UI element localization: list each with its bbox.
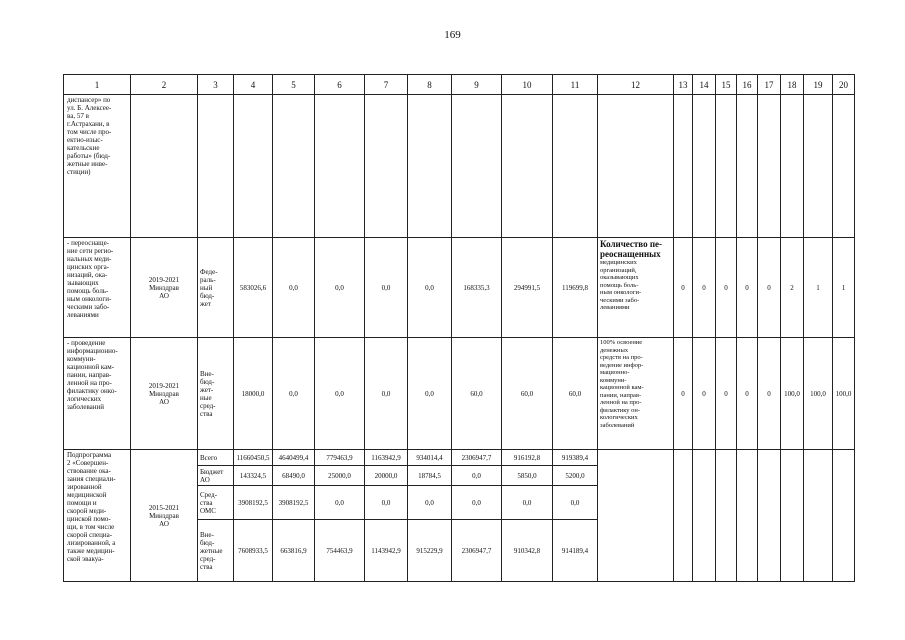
amount-year-cell: 663816,9 xyxy=(273,520,315,582)
amount-total-cell: 143324,5 xyxy=(234,466,273,486)
indicator-lead: Количество пе- реоснащенных xyxy=(600,239,663,259)
empty-cell xyxy=(674,95,693,238)
amount-year-cell: 0,0 xyxy=(365,338,408,450)
indicator-cell: 100% освоение денежных средств на про- ведение инфор- мационно- коммуни- кационной кам- пании, направ- ленной на про- филактику он- кологических заболеваний xyxy=(598,338,674,450)
target-cell: 0 xyxy=(737,238,758,338)
amount-year-cell: 0,0 xyxy=(408,238,452,338)
col-header-20: 20 xyxy=(833,75,855,95)
amount-year-cell: 2306947,7 xyxy=(452,450,502,466)
amount-year-cell: 0,0 xyxy=(315,238,365,338)
amount-year-cell: 934014,4 xyxy=(408,450,452,466)
target-cell xyxy=(693,450,716,582)
item-name-cell: - переоснаще- ние сети регио- нальных меди- цинских орга- низаций, ока- зывающих помощь боль- ным онкологи- ческими забо- леваниями xyxy=(64,238,131,338)
target-cell xyxy=(781,450,804,582)
target-cell xyxy=(674,450,693,582)
empty-cell xyxy=(716,95,737,238)
amount-year-cell: 0,0 xyxy=(273,338,315,450)
amount-year-cell: 0,0 xyxy=(452,486,502,520)
col-header-7: 7 xyxy=(365,75,408,95)
indicator-cell xyxy=(598,238,674,338)
target-cell: 2 xyxy=(781,238,804,338)
col-header-3: 3 xyxy=(198,75,234,95)
target-cell xyxy=(833,450,855,582)
amount-year-cell: 168335,3 xyxy=(452,238,502,338)
funding-source-cell: Феде- раль- ный бюд- жет xyxy=(198,238,234,338)
amount-year-cell: 919389,4 xyxy=(553,450,598,466)
amount-year-cell: 779463,9 xyxy=(315,450,365,466)
empty-cell xyxy=(502,95,553,238)
col-header-14: 14 xyxy=(693,75,716,95)
empty-cell xyxy=(234,95,273,238)
amount-year-cell: 2306947,7 xyxy=(452,520,502,582)
target-cell: 1 xyxy=(804,238,833,338)
amount-year-cell: 68490,0 xyxy=(273,466,315,486)
amount-year-cell: 60,0 xyxy=(452,338,502,450)
empty-cell xyxy=(315,95,365,238)
col-header-18: 18 xyxy=(781,75,804,95)
empty-cell xyxy=(131,95,198,238)
amount-year-cell: 0,0 xyxy=(553,486,598,520)
col-header-9: 9 xyxy=(452,75,502,95)
amount-year-cell: 25000,0 xyxy=(315,466,365,486)
target-cell: 0 xyxy=(693,238,716,338)
target-cell xyxy=(758,450,781,582)
amount-year-cell: 1143942,9 xyxy=(365,520,408,582)
target-cell: 0 xyxy=(758,338,781,450)
col-header-2: 2 xyxy=(131,75,198,95)
empty-cell xyxy=(693,95,716,238)
column-number-row xyxy=(64,75,855,95)
empty-cell xyxy=(758,95,781,238)
amount-year-cell: 0,0 xyxy=(452,466,502,486)
amount-year-cell: 0,0 xyxy=(365,486,408,520)
amount-year-cell: 4640499,4 xyxy=(273,450,315,466)
amount-total-cell: 18000,0 xyxy=(234,338,273,450)
amount-year-cell: 0,0 xyxy=(315,486,365,520)
amount-total-cell: 11660450,5 xyxy=(234,450,273,466)
target-cell: 0 xyxy=(674,338,693,450)
col-header-8: 8 xyxy=(408,75,452,95)
amount-year-cell: 0,0 xyxy=(408,338,452,450)
empty-cell xyxy=(737,95,758,238)
amount-year-cell: 20000,0 xyxy=(365,466,408,486)
funding-source-cell: Сред- ства ОМС xyxy=(198,486,234,520)
amount-total-cell: 583026,6 xyxy=(234,238,273,338)
col-header-15: 15 xyxy=(716,75,737,95)
program-table xyxy=(63,74,855,582)
col-header-1: 1 xyxy=(64,75,131,95)
period-executor-cell: 2015-2021 Минздрав АО xyxy=(131,450,198,582)
item-name-cell: диспансер» по ул. Б. Алексее- ва, 57 в г.Астрахани, в том числе про- ектно-изыс- кательские работы» (бюд- жетные инве- стиции) xyxy=(64,95,131,238)
amount-year-cell: 0,0 xyxy=(273,238,315,338)
target-cell: 100,0 xyxy=(833,338,855,450)
target-cell: 1 xyxy=(833,238,855,338)
item-name-cell: Подпрограмма 2 «Совершен- ствование ока- зания специали- зированной медицинской помощи и скорой меди- цинской помо- щи, в том числе скорой специа- лизированной, а также медицин- ской эвакуа- xyxy=(64,450,131,582)
empty-cell xyxy=(365,95,408,238)
target-cell xyxy=(716,450,737,582)
item-name-cell: - проведение информационно- коммуни- кационной кам- пании, направ- ленной на про- филактику онко- логических заболеваний xyxy=(64,338,131,450)
target-cell: 0 xyxy=(737,338,758,450)
amount-year-cell: 914189,4 xyxy=(553,520,598,582)
table-row xyxy=(64,238,855,338)
target-cell: 100,0 xyxy=(781,338,804,450)
amount-year-cell: 294991,5 xyxy=(502,238,553,338)
amount-year-cell: 5200,0 xyxy=(553,466,598,486)
amount-year-cell: 1163942,9 xyxy=(365,450,408,466)
funding-source-cell: Вне- бюд- жет- ные сред- ства xyxy=(198,338,234,450)
empty-cell xyxy=(452,95,502,238)
empty-cell xyxy=(273,95,315,238)
funding-source-cell: Вне- бюд- жетные сред- ства xyxy=(198,520,234,582)
period-executor-cell: 2019-2021 Минздрав АО xyxy=(131,238,198,338)
amount-year-cell: 754463,9 xyxy=(315,520,365,582)
funding-source-cell: Бюджет АО xyxy=(198,466,234,486)
target-cell xyxy=(737,450,758,582)
col-header-4: 4 xyxy=(234,75,273,95)
empty-cell xyxy=(833,95,855,238)
amount-total-cell: 7608933,5 xyxy=(234,520,273,582)
empty-cell xyxy=(408,95,452,238)
indicator-text: медицинских организаций, оказывающих помощь боль- ным онкологи- ческими забо- леваниями xyxy=(600,259,642,311)
amount-year-cell: 3908192,5 xyxy=(273,486,315,520)
amount-year-cell: 5850,0 xyxy=(502,466,553,486)
col-header-19: 19 xyxy=(804,75,833,95)
table-row xyxy=(64,450,855,466)
empty-cell xyxy=(198,95,234,238)
col-header-13: 13 xyxy=(674,75,693,95)
col-header-10: 10 xyxy=(502,75,553,95)
empty-cell xyxy=(553,95,598,238)
empty-cell xyxy=(781,95,804,238)
target-cell: 0 xyxy=(716,238,737,338)
table-row xyxy=(64,95,855,238)
page-number: 169 xyxy=(444,29,461,41)
col-header-17: 17 xyxy=(758,75,781,95)
amount-year-cell: 910342,8 xyxy=(502,520,553,582)
table-row xyxy=(64,338,855,450)
col-header-5: 5 xyxy=(273,75,315,95)
amount-year-cell: 60,0 xyxy=(502,338,553,450)
empty-cell xyxy=(804,95,833,238)
period-executor-cell: 2019-2021 Минздрав АО xyxy=(131,338,198,450)
target-cell xyxy=(804,450,833,582)
amount-year-cell: 119699,8 xyxy=(553,238,598,338)
col-header-12: 12 xyxy=(598,75,674,95)
amount-year-cell: 0,0 xyxy=(315,338,365,450)
amount-year-cell: 0,0 xyxy=(365,238,408,338)
col-header-16: 16 xyxy=(737,75,758,95)
indicator-cell xyxy=(598,450,674,582)
amount-total-cell: 3908192,5 xyxy=(234,486,273,520)
amount-year-cell: 60,0 xyxy=(553,338,598,450)
col-header-6: 6 xyxy=(315,75,365,95)
funding-source-cell: Всего xyxy=(198,450,234,466)
col-header-11: 11 xyxy=(553,75,598,95)
target-cell: 0 xyxy=(674,238,693,338)
target-cell: 0 xyxy=(758,238,781,338)
target-cell: 0 xyxy=(693,338,716,450)
amount-year-cell: 915229,9 xyxy=(408,520,452,582)
target-cell: 0 xyxy=(716,338,737,450)
amount-year-cell: 18784,5 xyxy=(408,466,452,486)
empty-cell xyxy=(598,95,674,238)
amount-year-cell: 0,0 xyxy=(408,486,452,520)
amount-year-cell: 916192,8 xyxy=(502,450,553,466)
amount-year-cell: 0,0 xyxy=(502,486,553,520)
target-cell: 100,0 xyxy=(804,338,833,450)
